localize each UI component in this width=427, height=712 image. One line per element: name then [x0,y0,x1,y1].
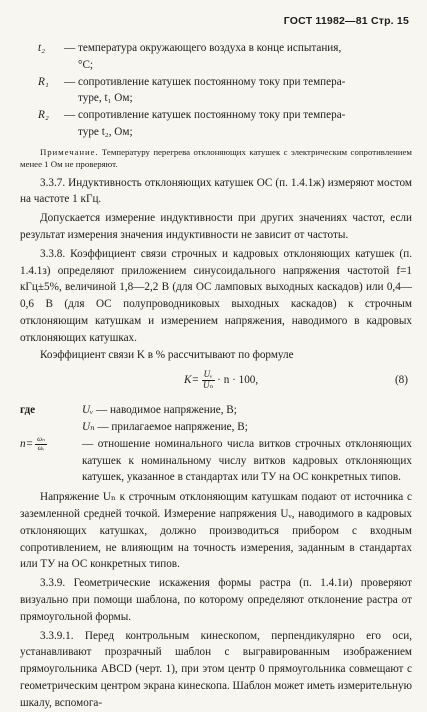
formula-number: (8) [394,374,408,387]
definition-text: — сопротивление катушек постоянному току при темпера- [64,75,346,88]
paragraph-3-3-9: 3.3.9. Геометрические искажения формы растра (п. 1.4.1и) проверяют визуально при помощи шаблона, по которому определяют отклонение растра от прямоугольной формы. [20,577,412,623]
where-n [20,436,412,486]
n-denominator: ωᵥ [37,443,45,452]
definition-text-cont: туре t₂, Ом; [78,125,133,138]
n-definition: — отношение номинального числа витков строчных отклоняющих катушек к номинальному числу витков кадровых отклоняющих катушек, указанное в стандартах или ТУ на ОС конкретных типов. [82,437,412,484]
formula-lhs: K= [184,374,200,387]
where-un [20,419,412,436]
formula-rhs: · n · 100, [217,374,259,387]
definition-text: — сопротивление катушек постоянному току при темпера- [64,109,346,122]
note-paragraph [20,147,412,171]
n-fraction [35,436,47,452]
definition-t2 [20,40,412,74]
definition-r1 [20,74,412,108]
note-label: Примечание. [40,146,99,157]
formula-numerator: Uᵥ [203,369,213,380]
definition-r2 [20,107,412,141]
paragraph-3-3-8: 3.3.8. Коэффициент связи строчных и кадровых отклоняющих катушек (п. 1.4.1з) определяют приложением синусоидального напряжения частотой f=1 кГц±5%, величиной 1,8—2,2 В (для ОС ламповых выходных каскадов) или 0,4—0,6 В (для ОС полупроводниковых выходных каскадов) к строчным отклоняющим катушкам и измерением напряжения, наводимого в кадровых отклоняющих катушках. [20,247,412,344]
paragraph-coefficient: Коэффициент связи K в % рассчитывают по формуле [40,348,294,361]
formula-8 [20,366,412,400]
n-numerator: ωₙ [37,434,45,443]
where-symbol: Uᵥ [82,404,94,417]
n-lhs: n= [20,437,34,450]
paragraph-voltage: Напряжение Uₙ к строчным отклоняющим катушкам подают от источника с заземленной средней точкой. Измерение напряжения Uᵥ, наводимого в кадровых отклоняющих катушках, должно производиться прибором с входным сопротивлением, не влияющим на точность измерения, заданным в стандартах или ТУ на ОС конкретных типов. [20,491,412,571]
where-uv [20,402,412,419]
where-label: где [20,404,36,417]
formula-fraction [201,370,215,391]
paragraph-3-3-7: 3.3.7. Индуктивность отклоняющих катушек ОС (п. 1.4.1ж) измеряют мостом на частоте 1 кГц. [20,176,412,206]
paragraph-allowance: Допускается измерение индуктивности при других значениях частот, если результат измерения значения индуктивности не зависит от частоты. [20,212,412,241]
page-content [20,40,412,712]
definition-symbol: R₁ [38,75,49,88]
formula-denominator: Uₙ [203,380,214,391]
where-text: — прилагаемое напряжение, В; [97,421,248,434]
definition-text-cont: туре, t₁ Ом; [78,92,133,105]
page-header: ГОСТ 11982—81 Стр. 15 [283,15,409,27]
note-text: Температуру перегрева отклоняющих катушек с электрическим сопротивлением менее 1 Ом не проверяют. [20,146,412,169]
where-symbol: Uₙ [82,421,95,434]
definition-symbol: R₂ [38,109,49,122]
definition-symbol: t₂ [38,42,45,54]
definition-text: — температура окружающего воздуха в конце испытания, [64,42,342,54]
paragraph-3-3-9-1: 3.3.9.1. Перед контрольным кинескопом, перпендикулярно его оси, устанавливают прозрачный шаблон с выгравированным изображением прямоугольника ABCD (черт. 1), при этом центр 0 прямоугольника совмещают с геометрическим центром экрана кинескопа. Шаблон может иметь измерительную шкалу, вспомога- [20,629,412,709]
where-text: — наводимое напряжение, В; [96,404,237,417]
definition-text-cont: °С; [78,58,94,71]
